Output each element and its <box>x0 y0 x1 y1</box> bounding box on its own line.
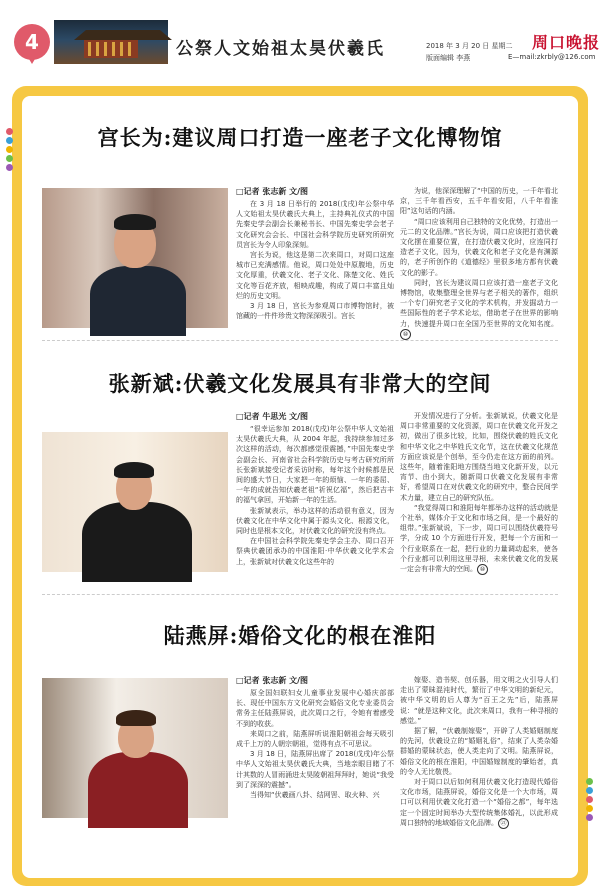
article-3-title: 陆燕屏:婚俗文化的根在淮阳 <box>163 623 437 648</box>
issue-date: 2018 年 3 月 20 日 星期二 <box>426 42 513 50</box>
right-decor-dots <box>586 778 594 823</box>
article-2-photo <box>42 432 228 572</box>
article-3-photo <box>42 678 228 818</box>
article-divider <box>42 594 558 595</box>
article-3-column-1: 原全国妇联妇女儿童事业发展中心婚庆部部长、现任中国东方文化研究会婚俗文化专业委员会常务主任陆燕屏说，此次周口之行，令她有着感受不到的收获。 来周口之前，陆燕屏听说淮阳朝祖会每天吸引成千上万的人朝宗朝祖，觉得有点不可思议。 3 月 18 日，陆燕屏出席了 2018(戊戌)年公祭中华人文始祖太昊伏羲氏大典，当地亲眼目睹了不计其数的人冒雨涌进太昊陵朝祖拜拜时，她说“我受到了深深的震撼”。 当得知“伏羲画八卦、结网罟、取火种、兴 <box>236 689 394 800</box>
article-2-title: 张新斌:伏羲文化发展具有非常大的空间 <box>108 371 492 396</box>
article-2-column-1: “很幸运参加 2018(戊戌)年公祭中华人文始祖太昊伏羲氏大典，从 2004 年起，我持续参加过多次这样的活动，每次都感觉很震撼，”中国先秦史学会副会长、河南省社会科学院历史与考古研究所所长张新斌接受记者采访时称，每年这个时候都是民间的盛大节日，大家把一年的烦恼、一年的委屈、一年的成就告知伏羲老祖“祈祝亿福”，然后把吉丰的福气拿回，开始新一年的生活。 张新斌表示，举办这样的活动很有意义，因为伏羲文化在中华文化中属于源头文化、根源文化，同时也是根本文化，对伏羲文化的研究没有终点。 在中国社会科学院先秦史学会主办、周口召开祭典伏羲团承办的中国淮阳·中华伏羲文化学术会上，张新斌对伏羲文化这些年的 <box>236 425 394 566</box>
section-title: 公祭人文始祖太昊伏羲氏 <box>176 39 385 59</box>
page-number-badge: 4 <box>14 24 50 60</box>
article-1-title: 宫长为:建议周口打造一座老子文化博物馆 <box>97 125 503 150</box>
article-2-column-2: 开发情况进行了分析。张新斌说，伏羲文化是周口非常重要的文化资源，周口在伏羲文化开发之初，做出了很多比较，比如，围绕伏羲的姓氏文化和中华文化之中华姓氏文化节，这在伏羲文化规范方面应该说是个创举，至今仍走在这方面的前列。这些年，随着淮阳地方围绕当地文化新开发，以元宵节、由小到大，随新周口伏羲文化发展有非常好，希望周口在对伏羲文化的研究中，整合民间学术力量，建立自己的研究队伍。 “我觉得周口和淮阳每年都举办这样的活动就是个社举，媒体介于文化和市场之间，是一个最好的组带。”张新斌说，下一步，周口可以围绕伏羲符号学，分成 10 个方面进行开发，把每一个方面和一个行业联系在一起，把行业的力量调动起来，使各个行业都可以利用这里寻根，未来伏羲文化的发展一定会有非常大的空间。 ⑩ <box>400 412 558 574</box>
article-1-column-2: 为说，他深深理解了“中国的历史，一千年看北京，三千年看西安，五千年看安阳，八千年看淮阳”这句话的内涵。 “周口应该利用自己独特的文化优势，打造出一元二的文化品牌。”宫长为说，周口应该把打造伏羲文化摆在重要位置，在打造伏羲文化时，应连同打造老子文化，因为，伏羲文化和老子文化是有渊源的，老子所创作的《道德经》里很多地方都有伏羲文化的影子。 同时，宫长为建议周口应该打造一座老子文化博物馆，收集整理全世界与老子相关的著作，组织一个专门研究老子文化的学术机构，并发掘动力一些国际性的老子学术论坛，借助老子在世界的影响力，快速提升周口在全国乃至世界的文化知名度。⑩ <box>400 187 558 338</box>
article-1-column-1: 在 3 月 18 日举行的 2018(戊戌)年公祭中华人文始祖太昊伏羲氏大典上，主持典礼仪式的中国先秦史学会副会长兼秘书长、中国先秦史学会老子文化研究会会长、中国社会科学院历史研究所研究员宫长为令人印象深刻。 宫长为说，他这是第二次来周口，对周口这座城市已充满感情。他说，周口处处中原腹地，历史文化厚重，伏羲文化、老子文化、陈楚文化、姓氏文化等百花齐放，相映成趣，构成了周口丰富且灿烂的历史文明。 3 月 18 日，宫长为参观周口市博物馆时，被馆藏的一件件珍贵文物深深吸引。宫长 <box>236 200 394 321</box>
article-divider <box>42 340 558 341</box>
article-3-column-2: 嫁娶、造书契、创乐器，用文明之火引导人们走出了蒙昧混沌时代，繁衍了中华文明的新纪元，被中华文明的后人尊为“百王之先”后，陆燕屏说：“就是这种文化，此次来周口，我有一种寻根的感觉。” 据了解，“伏羲制嫁娶”，开辟了人类婚姻制度的先河，伏羲设立的“婚姻礼俗”，结束了人类杂婚群婚的蒙昧状态，使人类走向了文明。陆燕屏说，婚俗文化的根在淮阳，中国婚嫁制度的肇始者，真的令人无比敬畏。 对于周口以后如何利用伏羲文化打造现代婚俗文化市场，陆燕屏说，婚俗文化是一个大市场，周口可以利用伏羲文化打造一个“婚俗之都”，每年选定一个固定时间举办大型传统集体婚礼，以此形成周口独特的地域婚俗文化品牌。 ㉑ <box>400 676 558 827</box>
temple-banner-image <box>54 20 168 64</box>
article-2-credit: □记者 牛思光 文/图 <box>236 412 309 421</box>
page-header <box>0 0 600 64</box>
article-1-credit: □记者 张志新 文/图 <box>236 187 309 196</box>
article-3-credit: □记者 张志新 文/图 <box>236 676 309 685</box>
page-editor: 版面编辑 李燕 <box>426 54 471 62</box>
newspaper-logo: 周口晚报 <box>532 33 600 52</box>
article-1-photo <box>42 188 228 328</box>
contact-email: E—mail:zkrbly@126.com <box>508 53 596 61</box>
